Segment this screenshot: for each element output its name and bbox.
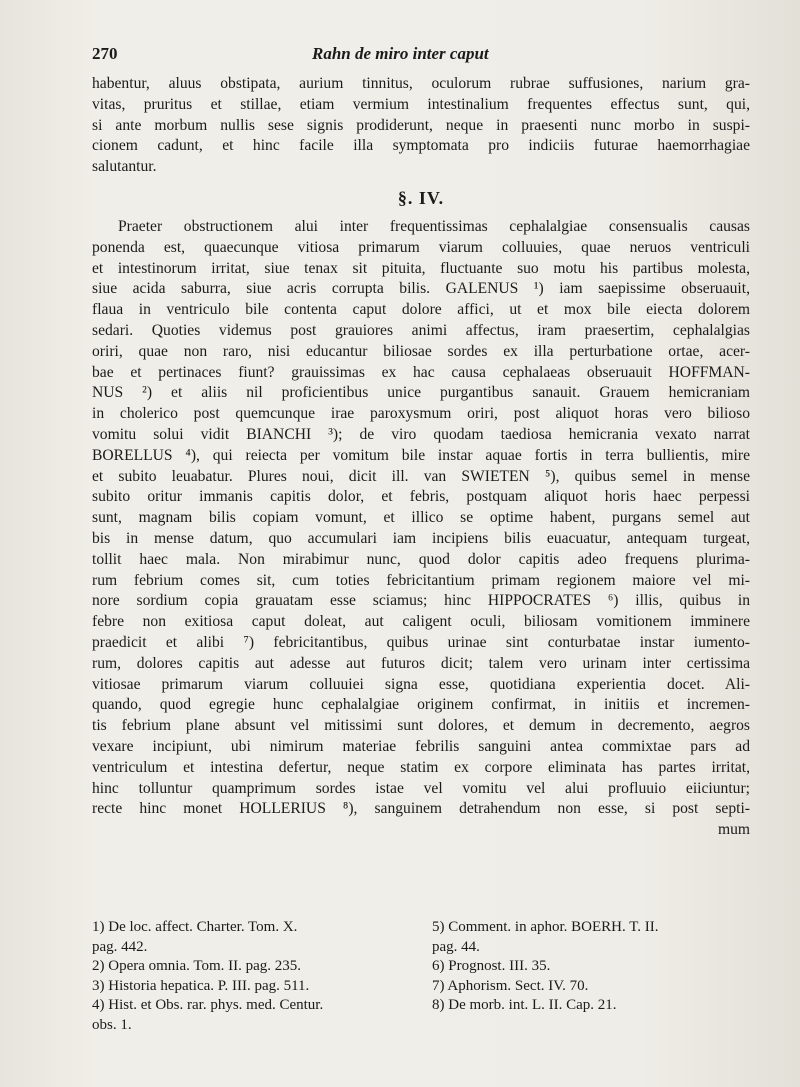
footnote-1-continued: pag. 442. — [92, 938, 148, 955]
paragraph-2 — [92, 217, 750, 841]
footnote-8: 8) De morb. int. L. II. Cap. 21. — [432, 997, 617, 1013]
footnote-6: 6) Prognost. III. 35. — [432, 958, 551, 974]
text-line: habentur, aluus obstipata, aurium tinnitus, oculorum rubrae suffusiones, narium gra- — [92, 75, 750, 92]
text-line: ponenda est, quaecunque vitiosa primarum viarum colluuies, quae neruos ventriculi — [92, 238, 750, 256]
text-line: rum febrium comes sit, cum toties febricitantium primam regionem maiore vel mi- — [92, 571, 750, 589]
footnote-4-continued: obs. 1. — [92, 1016, 132, 1033]
text-line: tollit haec mala. Non mirabimur nunc, quod dolor capitis adeo frequens plurima- — [92, 550, 750, 568]
text-line: salutantur. — [92, 158, 157, 176]
text-line: si ante morbum nullis sese signis prodiderunt, neque in praesenti nunc morbo in suspi- — [92, 116, 750, 134]
text-line: vitas, pruritus et stillae, etiam vermium intestinalium frequentes effectus sunt, qui, — [92, 95, 750, 113]
running-head — [92, 40, 750, 74]
footnotes — [92, 918, 750, 1035]
running-title: Rahn de miro inter caput — [312, 44, 489, 63]
text-line: subito oritur immanis capitis dolor, et febris, postquam aliquot horis haec perpessi — [92, 488, 750, 506]
text-line: nore sordium copia grauatam esse sciamus; hinc HIPPOCRATES ⁶) illis, quibus in — [92, 592, 750, 610]
text-line: Praeter obstructionem alui inter frequentissimas cephalalgiae consensualis causas — [118, 217, 750, 235]
text-line: febre non exitiosa caput doleat, aut caligent oculi, biliosam vomitionem imminere — [92, 613, 750, 631]
text-line: praedicit et alibi ⁷) febricitantibus, quibus urinae sint conturbatae instar iumento- — [92, 633, 750, 651]
text-line: bae et pertinaces fiunt? grauissimas ex hac causa cephalaeas obseruauit HOFFMAN- — [92, 363, 750, 381]
section-heading: §. IV. — [397, 187, 445, 208]
text-line: et subito leuabatur. Plures noui, dicit ill. van SWIETEN ⁵), quibus semel in mense — [92, 467, 750, 485]
text-line: in cholerico post quemcunque irae paroxysmum oriri, post aliquot horas vero bilioso — [92, 405, 750, 423]
footnote-3: 3) Historia hepatica. P. III. pag. 511. — [92, 977, 310, 994]
text-line: NUS ²) et aliis nil proficientibus unice purgantibus sanauit. Grauem hemicraniam — [92, 384, 750, 402]
footnote-2: 2) Opera omnia. Tom. II. pag. 235. — [92, 958, 302, 974]
footnote-7: 7) Aphorism. Sect. IV. 70. — [432, 977, 589, 994]
catchword: mum — [717, 821, 750, 839]
footnote-5: 5) Comment. in aphor. BOERH. T. II. — [432, 919, 659, 935]
text-line: vitiosae primarum viarum colluuiei signa esse, quotidiana experientia docet. Ali- — [92, 675, 750, 693]
text-line: tis febrium plane absunt vel mitissimi sunt dolores, et demum in decremento, aegros — [92, 717, 750, 735]
text-line: hinc tolluntur quamprimum sordes istae vel vomitu vel alui profluuio eiiciuntur; — [92, 779, 750, 797]
paragraph-1 — [92, 74, 750, 178]
page-number: 270 — [92, 44, 118, 63]
text-line: et intestinorum irritat, siue tenax sit pituita, fluctuante suo motu his partibus molesta, — [92, 259, 750, 277]
footnote-1: 1) De loc. affect. Charter. Tom. X. — [92, 919, 298, 935]
text-line: cionem cadunt, et hinc facile illa symptomata pro indiciis futurae haemorrhagiae — [92, 137, 750, 155]
text-line: sedari. Quoties videmus post grauiores animi affectus, iram praesertim, cephalalgias — [92, 321, 750, 339]
text-line: quando, quod egregie hunc cephalalgiae originem confirmat, in initiis et incremen- — [92, 696, 750, 714]
text-line: siue acida saburra, siue acris corrupta bilis. GALENUS ¹) iam saepissime obseruauit, — [92, 280, 750, 298]
footnote-4: 4) Hist. et Obs. rar. phys. med. Centur. — [92, 997, 324, 1013]
text-line: vexare incipiunt, ubi nimirum materiae febrilis sanguini antea commixtae pars ad — [92, 737, 750, 755]
text-line: BORELLUS ⁴), qui reiecta per vomitum bile instar aquae fortis in terra bullientis, mire — [92, 446, 750, 464]
text-line: recte hinc monet HOLLERIUS ⁸), sanguinem detrahendum non esse, si post septi- — [92, 800, 750, 818]
text-line: oriri, quae non raro, nisi educantur biliosae sordes ex illa perturbatione ortae, acer- — [92, 342, 750, 360]
footnote-5-continued: pag. 44. — [432, 938, 480, 955]
footnotes-right-column — [432, 918, 750, 1035]
text-line: sunt, magnam bilis copiam vomunt, et illico se optime habent, purgans semel aut — [92, 509, 750, 527]
text-line: bis in mense datum, quo accumulari iam incipiens bilis euacuatur, antequam turgeat, — [92, 529, 750, 547]
text-line: vomitu solui vidit BIANCHI ³); de viro quodam taediosa hemicrania vexato narrat — [92, 425, 750, 443]
footnotes-left-column — [92, 918, 412, 1035]
text-line: flaua in ventriculo bile contenta caput dolore affici, ut et mox bile eiecta dolorem — [92, 301, 750, 319]
text-line: ventriculum et intestina defertur, neque statim ex corpore eliminata has partes irritat, — [92, 758, 750, 776]
text-line: rum, dolores capitis aut adesse aut futuros dicit; talem vero urinam inter certissima — [92, 654, 750, 672]
